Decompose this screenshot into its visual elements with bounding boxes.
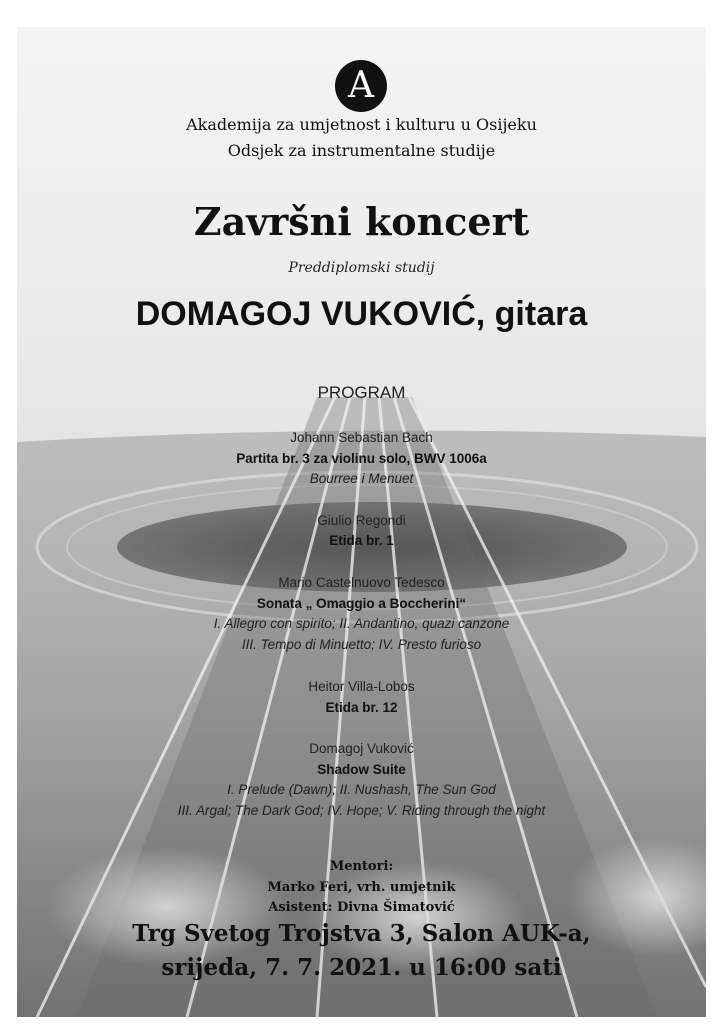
movements: I. Prelude (Dawn); II. Nushash, The Sun God: [227, 782, 496, 797]
work-title: Etida br. 1: [329, 533, 394, 548]
academy-logo: A: [335, 60, 387, 112]
work-title: Shadow Suite: [317, 762, 406, 777]
composer-name: Heitor Villa-Lobos: [308, 679, 415, 694]
work-title: Sonata „ Omaggio a Boccherini“: [256, 596, 467, 611]
movements: III. Tempo di Minuetto; IV. Presto furioso: [241, 637, 482, 652]
movements: III. Argal; The Dark God; IV. Hope; V. Riding through the night: [177, 803, 546, 818]
performer-name: DOMAGOJ VUKOVIĆ, gitara: [135, 295, 588, 333]
department-name: Odsjek za instrumentalne studije: [227, 141, 496, 160]
work-title: Etida br. 12: [325, 700, 398, 715]
concert-title: Završni koncert: [193, 199, 530, 244]
work-title: Partita br. 3 za violinu solo, BWV 1006a: [236, 451, 487, 466]
institution-name: Akademija za umjetnost i kulturu u Osijeku: [186, 115, 537, 134]
venue-location: Trg Svetog Trojstva 3, Salon AUK-a,: [132, 920, 591, 947]
concert-poster: [17, 27, 706, 1017]
mentors-heading: Mentori:: [329, 859, 394, 874]
composer-name: Johann Sebastian Bach: [290, 430, 433, 445]
composer-name: Mario Castelnuovo Tedesco: [278, 575, 445, 590]
composer-name: Giulio Regondi: [317, 513, 406, 528]
assistant-name: Asistent: Divna Šimatović: [268, 900, 455, 915]
movements: I. Allegro con spirito; II. Andantino, quazi canzone: [213, 616, 510, 631]
composer-name: Domagoj Vuković: [309, 741, 414, 756]
mentor-name: Marko Feri, vrh. umjetnik: [267, 880, 456, 895]
event-datetime: srijeda, 7. 7. 2021. u 16:00 sati: [161, 954, 562, 981]
program-heading: PROGRAM: [317, 383, 406, 402]
study-level: Preddiplomski studij: [288, 260, 435, 276]
movements: Bourree i Menuet: [309, 471, 414, 486]
